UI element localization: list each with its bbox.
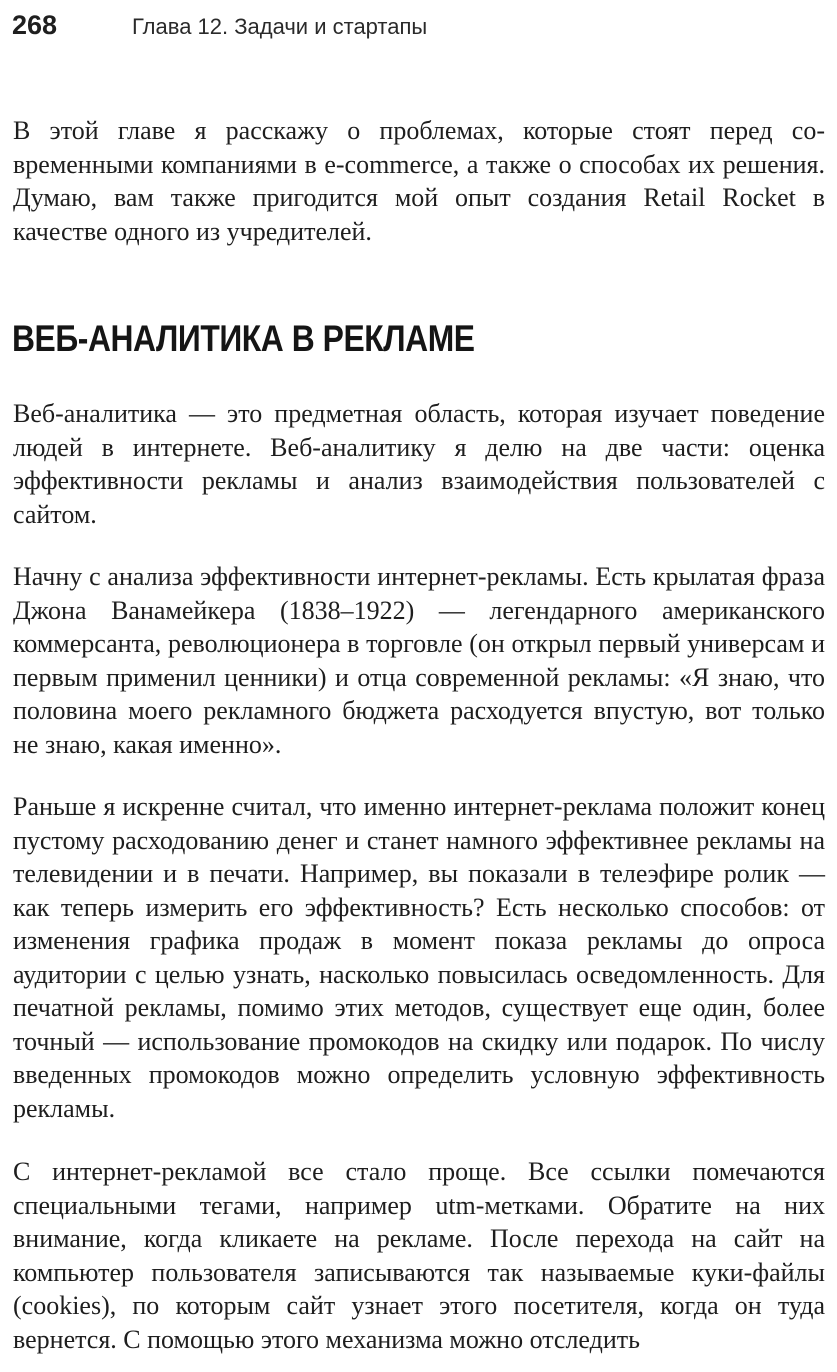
- body-paragraph: Веб-аналитика — это предметная область, которая изучает поведение людей в интернете. Веб-аналитику я делю на две части: оценка эффективности рекламы и анализ взаимодействия пользователей с сайтом.: [13, 399, 825, 529]
- chapter-title: Глава 12. Задачи и стартапы: [132, 14, 428, 39]
- body-paragraph: С интернет-рекламой все стало проще. Все ссылки помечаются специальными тегами, например utm-метками. Обратите на них внимание, когда кликаете на рекламе. После перехода на сайт на компьютер пользователя записываются так называемые куки-файлы (cookies), по которым сайт узнает этого посетителя, когда он туда вернется. С помощью этого механизма можно отследить: [13, 1157, 825, 1354]
- body-paragraph: Начну с анализа эффективности интернет-рекламы. Есть крылатая фраза Джона Ванамейкера (1838–1922) — легендарного американского коммерсанта, революционера в торговле (он открыл первый универсам и первым применил ценники) и отца современной рекламы: «Я знаю, что половина моего рекламного бюджета расходуется впустую, вот только не знаю, какая именно».: [13, 562, 825, 759]
- page-header: [12, 10, 427, 50]
- section-heading: ВЕБ-АНАЛИТИКА В РЕКЛАМЕ: [12, 318, 475, 359]
- body-paragraph: Раньше я искренне считал, что именно интернет-реклама положит конец пустому расходованию денег и станет намного эффективнее рекламы на телевидении и в печати. Например, вы показали в телеэфире ролик — как теперь измерить его эффективность? Есть несколько способов: от изменения графика продаж в момент показа рекламы до опроса аудитории с целью узнать, насколько повысилась осведомленность. Для печатной рекламы, помимо этих методов, существует еще один, более точный — использование промокодов на скидку или подарок. По числу введенных промокодов можно определить условную эффективность рекламы.: [13, 792, 825, 1123]
- page-number: 268: [12, 10, 58, 40]
- intro-paragraph: В этой главе я расскажу о проблемах, которые стоят перед современными компаниями в e-commerce, а также о способах их решения. Думаю, вам также пригодится мой опыт создания Retail Rocket в качестве одного из учредителей.: [13, 116, 825, 246]
